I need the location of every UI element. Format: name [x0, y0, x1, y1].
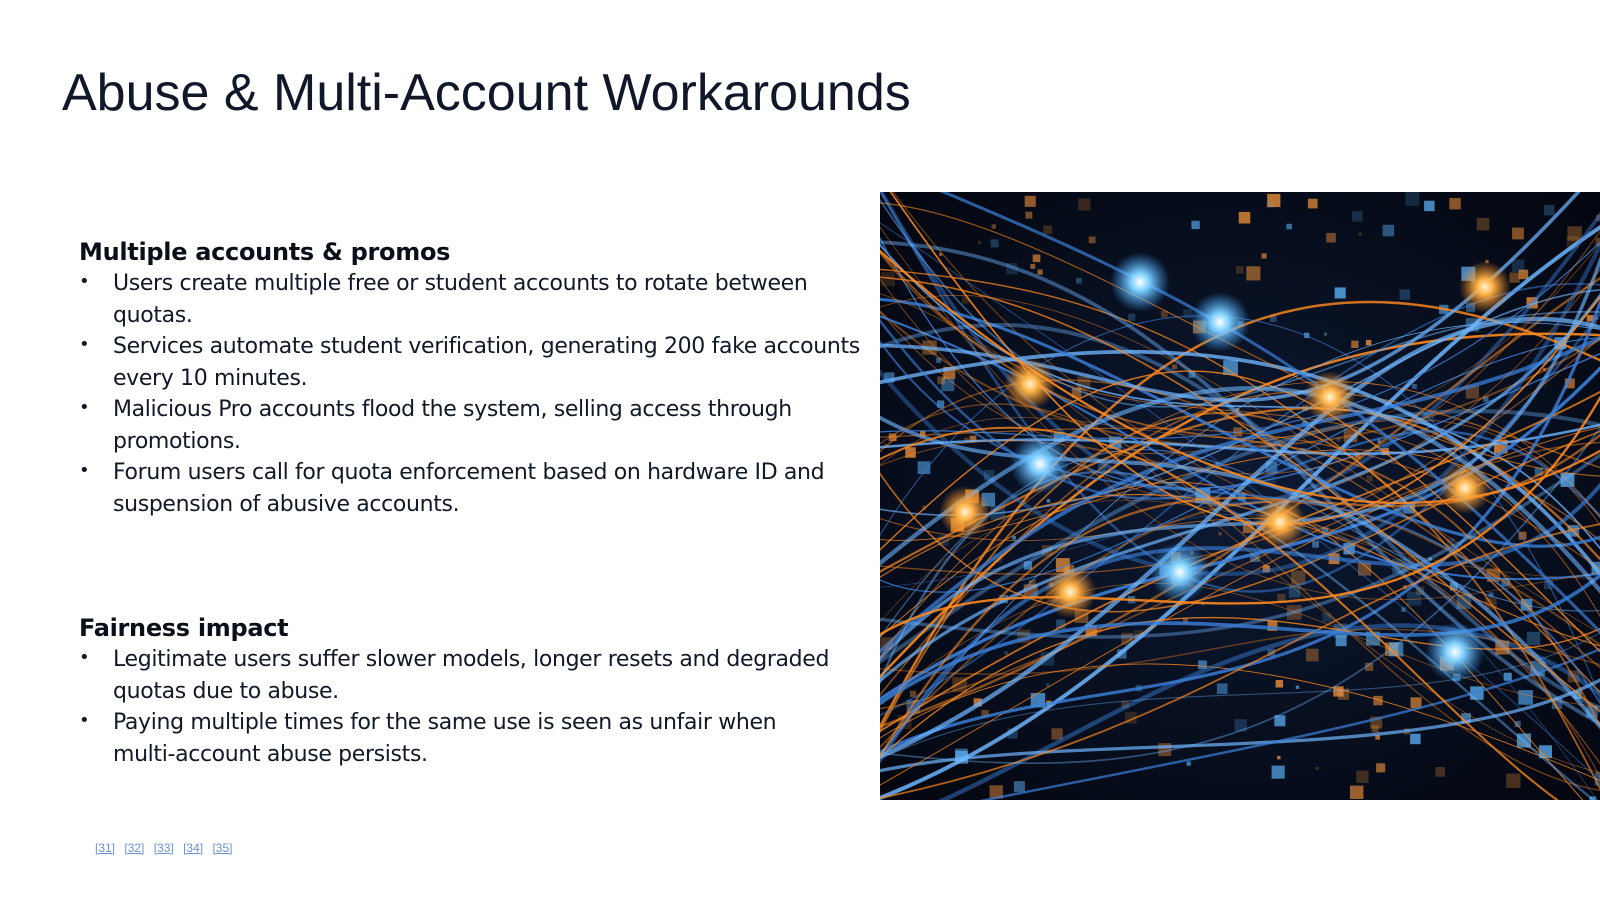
pixel-square [1128, 314, 1135, 321]
light-node [1304, 371, 1356, 423]
pixel-square [1383, 225, 1395, 237]
bullet-text: Users create multiple free or student accounts to rotate between quotas. [113, 271, 808, 328]
pixel-square [1506, 774, 1520, 788]
citation-link[interactable]: [35] [212, 841, 233, 855]
bullet-text: Forum users call for quota enforcement based on hardware ID and suspension of abusive accounts. [113, 460, 825, 517]
pixel-square [991, 239, 999, 247]
bullet-text: Legitimate users suffer slower models, longer resets and degraded quotas due to abuse. [113, 647, 830, 704]
pixel-square [1004, 651, 1007, 654]
pixel-square [1410, 734, 1421, 745]
bullet-text: Malicious Pro accounts flood the system, selling access through promotions. [113, 397, 792, 454]
light-node [1425, 622, 1485, 682]
pixel-square [1509, 273, 1519, 283]
pixel-square [1217, 683, 1228, 694]
pixel-square [1504, 673, 1512, 681]
pixel-square [1424, 201, 1435, 212]
section-multiple-accounts [79, 236, 869, 520]
bullet-icon: • [79, 271, 90, 292]
pixel-square [1272, 766, 1285, 779]
section-heading: Fairness impact [79, 614, 289, 642]
pixel-square [1308, 199, 1318, 209]
pixel-square [1352, 211, 1363, 222]
pixel-square [1025, 212, 1032, 219]
pixel-square [1033, 255, 1041, 263]
light-node [1010, 434, 1070, 494]
bullet-text: Services automate student verification, generating 200 fake accounts every 10 minutes. [113, 334, 860, 391]
pixel-square [1527, 632, 1540, 645]
pixel-square [1191, 221, 1199, 229]
list-item [79, 644, 869, 707]
pixel-square [1014, 781, 1025, 792]
pixel-square [1286, 224, 1292, 230]
pixel-square [1519, 270, 1529, 280]
pixel-square [1435, 767, 1445, 777]
citation-link[interactable]: [32] [124, 841, 145, 855]
pixel-square [1400, 289, 1410, 299]
pixel-square [1267, 201, 1274, 208]
pixel-square [1356, 771, 1368, 783]
pixel-square [1025, 196, 1036, 207]
network-fibers-art [880, 192, 1600, 800]
pixel-square [1376, 763, 1385, 772]
light-node [1254, 496, 1306, 548]
pixel-square [1246, 266, 1260, 280]
light-node [1110, 252, 1170, 312]
pixel-square [1277, 756, 1280, 759]
pixel-square [1312, 541, 1319, 548]
bullet-icon: • [79, 710, 90, 731]
pixel-square [1172, 364, 1177, 369]
network-fibers-illustration [880, 192, 1600, 800]
pixel-square [1449, 198, 1461, 210]
pixel-square [992, 224, 997, 229]
pixel-square [1239, 212, 1251, 224]
pixel-square [1296, 686, 1299, 689]
pixel-square [1012, 536, 1016, 540]
pixel-square [1316, 767, 1319, 770]
light-node [1190, 292, 1250, 352]
list-item [79, 394, 869, 457]
pixel-square [1046, 683, 1050, 687]
citation-link[interactable]: [31] [95, 841, 116, 855]
pixel-square [1512, 228, 1524, 240]
pixel-square [1030, 264, 1035, 269]
bullet-icon: • [79, 334, 90, 355]
pixel-square [1218, 532, 1221, 535]
pixel-square [1306, 649, 1319, 662]
pixel-square [1051, 728, 1062, 739]
pixel-square [1350, 786, 1363, 799]
section-heading: Multiple accounts & promos [79, 238, 451, 266]
pixel-square [1335, 287, 1346, 298]
pixel-square [1412, 384, 1417, 389]
pixel-square [1078, 198, 1090, 210]
pixel-square [1047, 499, 1050, 502]
light-node [1459, 261, 1511, 313]
bullet-list [79, 268, 869, 520]
bullet-icon: • [79, 397, 90, 418]
citation-link[interactable]: [33] [153, 841, 174, 855]
list-item [79, 331, 869, 394]
pixel-square [1076, 278, 1082, 284]
bullet-list [79, 644, 869, 770]
pixel-square [1544, 205, 1555, 216]
pixel-square [1262, 253, 1267, 258]
slide-title: Abuse & Multi-Account Workarounds [62, 64, 911, 122]
citation-link[interactable]: [34] [183, 841, 204, 855]
pixel-square [937, 376, 945, 384]
pixel-square [978, 241, 981, 244]
citation-links [95, 840, 238, 856]
pixel-square [1406, 192, 1420, 206]
list-item [79, 707, 869, 770]
pixel-square [1326, 233, 1336, 243]
list-item [79, 457, 869, 520]
pixel-square [1477, 218, 1490, 231]
pixel-square [1038, 270, 1043, 275]
pixel-square [1236, 266, 1244, 274]
bullet-icon: • [79, 460, 90, 481]
pixel-square [1333, 686, 1343, 696]
bullet-text: Paying multiple times for the same use is seen as unfair when multi‑account abuse persists. [113, 710, 777, 767]
pixel-square [1089, 237, 1096, 244]
list-item [79, 268, 869, 331]
section-fairness-impact [79, 612, 869, 770]
pixel-square [1366, 340, 1371, 345]
light-node [1150, 542, 1210, 602]
pixel-square [1223, 360, 1238, 375]
pixel-square [1187, 762, 1191, 766]
pixel-square [1367, 475, 1373, 481]
bullet-icon: • [79, 647, 90, 668]
light-node [939, 486, 991, 538]
light-node [1439, 462, 1491, 514]
pixel-square [1324, 333, 1327, 336]
pixel-square [1043, 225, 1052, 234]
pixel-square [1359, 233, 1362, 236]
light-node [1004, 358, 1056, 410]
pixel-square [1276, 680, 1284, 688]
pixel-square [910, 691, 916, 697]
pixel-square [1351, 341, 1358, 348]
light-node [1044, 566, 1096, 618]
